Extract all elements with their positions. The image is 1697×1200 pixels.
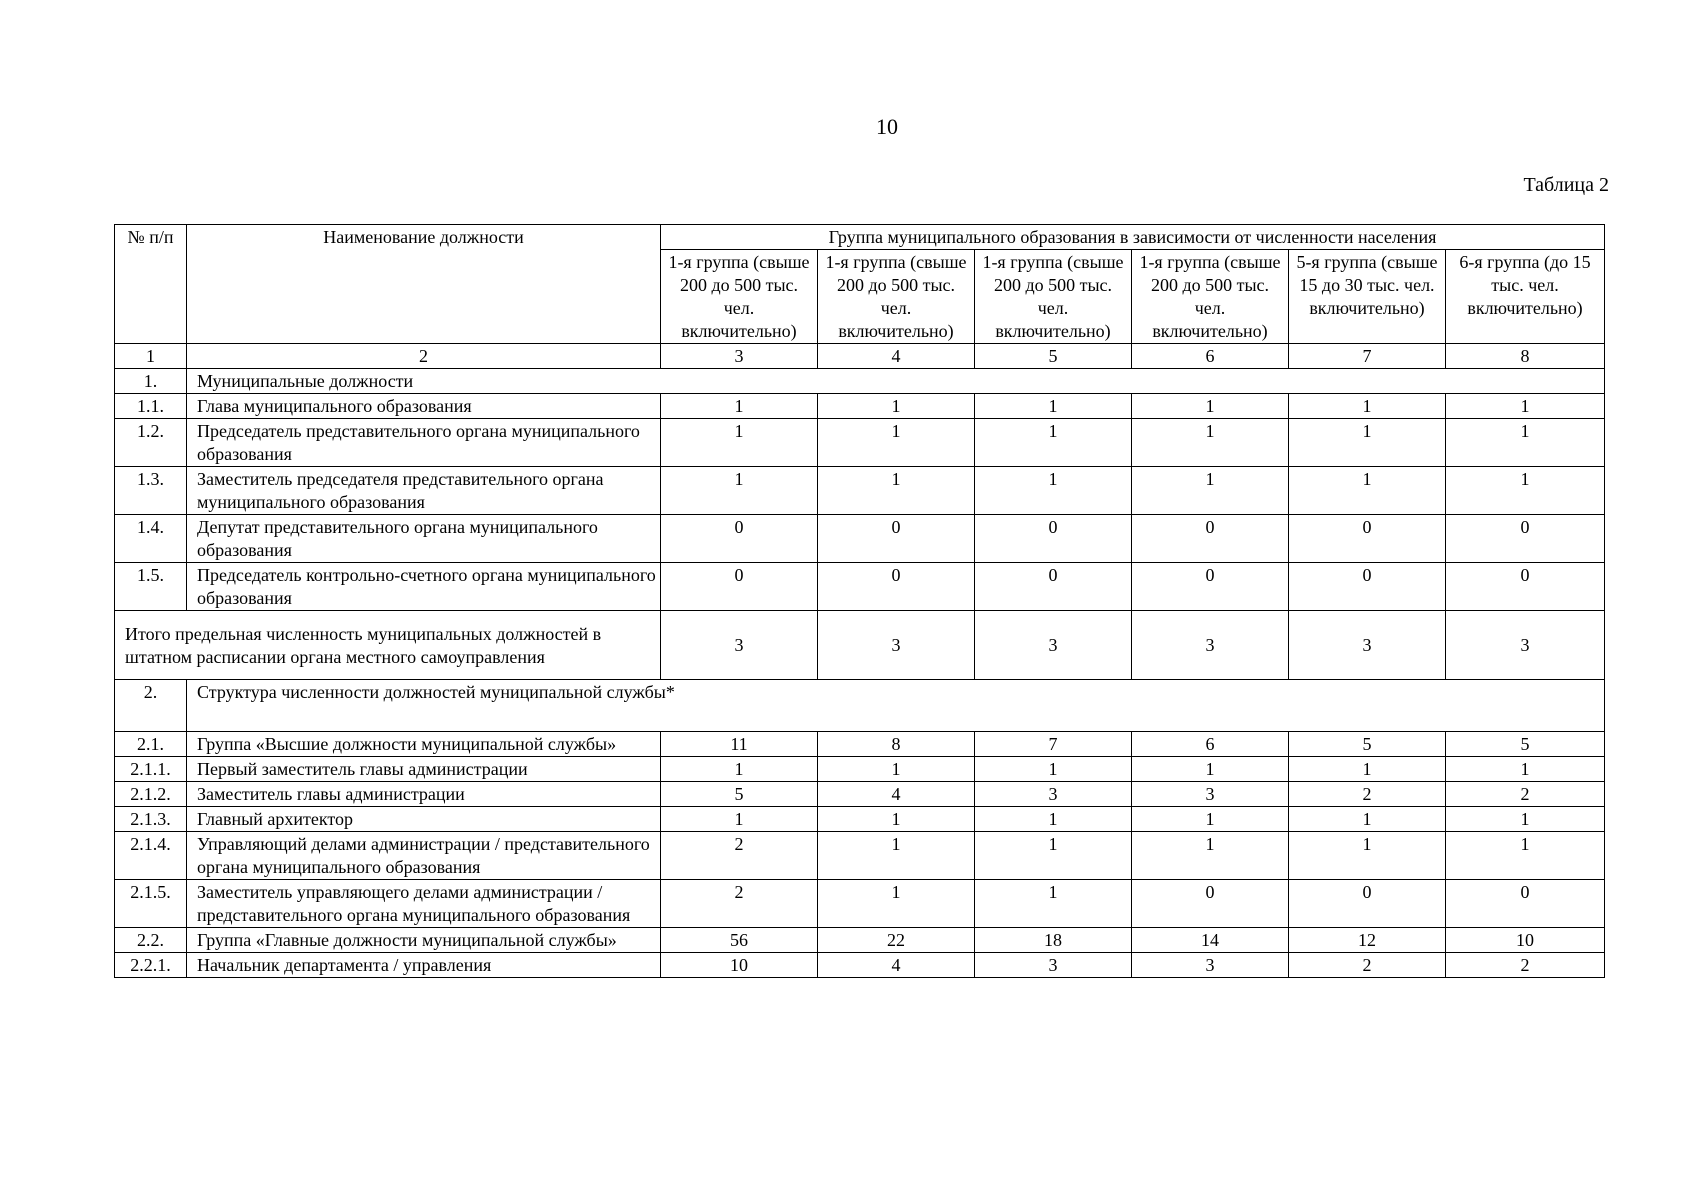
group-value: 0	[661, 563, 818, 611]
group-header-cell: 5-я группа (свыше 15 до 30 тыс. чел. включительно)	[1289, 250, 1446, 344]
group-value: 22	[818, 928, 975, 953]
column-number: 8	[1446, 344, 1605, 369]
total-value: 3	[1289, 611, 1446, 680]
group-value: 1	[975, 394, 1132, 419]
group-value: 2	[661, 880, 818, 928]
row-number: 1.2.	[115, 419, 187, 467]
group-value: 1	[661, 394, 818, 419]
row-number: 2.2.	[115, 928, 187, 953]
group-value: 1	[975, 757, 1132, 782]
group-value: 1	[975, 467, 1132, 515]
group-value: 1	[818, 467, 975, 515]
total-value: 3	[661, 611, 818, 680]
group-value: 3	[1132, 782, 1289, 807]
group-value: 1	[1446, 807, 1605, 832]
position-name: Главный архитектор	[187, 807, 661, 832]
table-row	[115, 832, 1605, 880]
group-value: 0	[1289, 515, 1446, 563]
group-value: 3	[975, 782, 1132, 807]
group-value: 8	[818, 732, 975, 757]
table-row	[115, 880, 1605, 928]
total-label: Итого предельная численность муниципальных должностей в штатном расписании органа местного самоуправления	[115, 611, 661, 680]
group-value: 1	[1289, 467, 1446, 515]
group-value: 1	[1446, 394, 1605, 419]
position-name: Депутат представительного органа муниципального образования	[187, 515, 661, 563]
position-name: Начальник департамента / управления	[187, 953, 661, 978]
page-number: 10	[876, 114, 898, 139]
group-value: 1	[661, 807, 818, 832]
group-value: 1	[818, 394, 975, 419]
column-number: 5	[975, 344, 1132, 369]
group-value: 1	[1446, 757, 1605, 782]
table-row	[115, 563, 1605, 611]
group-value: 0	[1446, 563, 1605, 611]
row-number: 2.1.1.	[115, 757, 187, 782]
group-value: 0	[818, 515, 975, 563]
position-name: Управляющий делами администрации / представительного органа муниципального образования	[187, 832, 661, 880]
group-value: 2	[661, 832, 818, 880]
group-value: 1	[661, 467, 818, 515]
group-value: 1	[818, 880, 975, 928]
table-row	[115, 394, 1605, 419]
group-value: 5	[661, 782, 818, 807]
staffing-table	[114, 224, 1605, 978]
row-number: 1.3.	[115, 467, 187, 515]
row-number: 1.1.	[115, 394, 187, 419]
group-value: 0	[661, 515, 818, 563]
group-value: 0	[1132, 880, 1289, 928]
total-row	[115, 611, 1605, 680]
group-value: 1	[661, 419, 818, 467]
position-name: Председатель контрольно-счетного органа муниципального образования	[187, 563, 661, 611]
group-value: 1	[1289, 394, 1446, 419]
header-row	[115, 225, 1605, 250]
group-header-cell: 1-я группа (свыше 200 до 500 тыс. чел. включительно)	[818, 250, 975, 344]
table-caption: Таблица 2	[1523, 174, 1609, 196]
column-number: 1	[115, 344, 187, 369]
group-header-cell: 1-я группа (свыше 200 до 500 тыс. чел. включительно)	[975, 250, 1132, 344]
table-row	[115, 515, 1605, 563]
row-number: 1.4.	[115, 515, 187, 563]
group-value: 4	[818, 953, 975, 978]
header-group-cell: Группа муниципального образования в зависимости от численности населения	[661, 225, 1605, 250]
table-row	[115, 757, 1605, 782]
column-number: 4	[818, 344, 975, 369]
group-value: 1	[975, 419, 1132, 467]
group-value: 56	[661, 928, 818, 953]
column-number: 2	[187, 344, 661, 369]
section-row	[115, 369, 1605, 394]
group-value: 1	[818, 807, 975, 832]
group-value: 2	[1289, 953, 1446, 978]
table-row	[115, 807, 1605, 832]
group-value: 1	[975, 880, 1132, 928]
group-value: 4	[818, 782, 975, 807]
column-number: 6	[1132, 344, 1289, 369]
row-number: 2.1.5.	[115, 880, 187, 928]
group-value: 1	[1132, 807, 1289, 832]
table-row	[115, 467, 1605, 515]
group-value: 10	[661, 953, 818, 978]
group-value: 3	[975, 953, 1132, 978]
total-value: 3	[975, 611, 1132, 680]
row-number: 2.2.1.	[115, 953, 187, 978]
group-value: 2	[1446, 782, 1605, 807]
group-value: 1	[1132, 757, 1289, 782]
group-value: 1	[818, 832, 975, 880]
group-value: 1	[1446, 832, 1605, 880]
section-number: 1.	[115, 369, 187, 394]
group-value: 1	[1446, 419, 1605, 467]
group-value: 0	[1289, 563, 1446, 611]
header-num-cell: № п/п	[115, 225, 187, 344]
group-value: 1	[975, 807, 1132, 832]
group-value: 0	[1446, 515, 1605, 563]
group-header-cell: 1-я группа (свыше 200 до 500 тыс. чел. включительно)	[1132, 250, 1289, 344]
group-value: 0	[818, 563, 975, 611]
group-value: 1	[1289, 757, 1446, 782]
row-number: 2.1.4.	[115, 832, 187, 880]
section-title: Муниципальные должности	[187, 369, 1605, 394]
section-row	[115, 680, 1605, 732]
position-name: Первый заместитель главы администрации	[187, 757, 661, 782]
group-value: 1	[1446, 467, 1605, 515]
group-value: 18	[975, 928, 1132, 953]
group-value: 1	[1289, 832, 1446, 880]
group-header-cell: 6-я группа (до 15 тыс. чел. включительно)	[1446, 250, 1605, 344]
position-name: Заместитель главы администрации	[187, 782, 661, 807]
group-value: 5	[1446, 732, 1605, 757]
table-row	[115, 419, 1605, 467]
column-number: 3	[661, 344, 818, 369]
group-value: 11	[661, 732, 818, 757]
row-number: 2.1.	[115, 732, 187, 757]
total-value: 3	[818, 611, 975, 680]
column-number: 7	[1289, 344, 1446, 369]
position-name: Заместитель председателя представительного органа муниципального образования	[187, 467, 661, 515]
group-value: 0	[1446, 880, 1605, 928]
total-value: 3	[1132, 611, 1289, 680]
table-row	[115, 732, 1605, 757]
group-value: 1	[818, 419, 975, 467]
row-number: 2.1.2.	[115, 782, 187, 807]
row-number: 1.5.	[115, 563, 187, 611]
group-value: 0	[975, 563, 1132, 611]
group-value: 10	[1446, 928, 1605, 953]
group-value: 1	[1132, 419, 1289, 467]
group-value: 3	[1132, 953, 1289, 978]
position-name: Заместитель управляющего делами администрации / представительного органа муниципального образования	[187, 880, 661, 928]
group-value: 1	[1289, 419, 1446, 467]
group-value: 0	[975, 515, 1132, 563]
group-value: 2	[1446, 953, 1605, 978]
position-name: Группа «Главные должности муниципальной службы»	[187, 928, 661, 953]
total-value: 3	[1446, 611, 1605, 680]
section-title: Структура численности должностей муниципальной службы*	[187, 680, 1605, 732]
position-name: Группа «Высшие должности муниципальной службы»	[187, 732, 661, 757]
group-value: 1	[1132, 832, 1289, 880]
group-value: 1	[818, 757, 975, 782]
row-number: 2.1.3.	[115, 807, 187, 832]
group-value: 7	[975, 732, 1132, 757]
group-value: 0	[1132, 515, 1289, 563]
group-value: 1	[1289, 807, 1446, 832]
position-name: Председатель представительного органа муниципального образования	[187, 419, 661, 467]
group-value: 0	[1132, 563, 1289, 611]
group-value: 1	[975, 832, 1132, 880]
group-value: 2	[1289, 782, 1446, 807]
position-name: Глава муниципального образования	[187, 394, 661, 419]
group-value: 1	[1132, 467, 1289, 515]
group-value: 12	[1289, 928, 1446, 953]
table-row	[115, 928, 1605, 953]
table-row	[115, 953, 1605, 978]
column-number-row	[115, 344, 1605, 369]
group-value: 5	[1289, 732, 1446, 757]
group-value: 6	[1132, 732, 1289, 757]
group-value: 1	[661, 757, 818, 782]
group-value: 14	[1132, 928, 1289, 953]
section-number: 2.	[115, 680, 187, 732]
table-row	[115, 782, 1605, 807]
group-value: 0	[1289, 880, 1446, 928]
group-header-cell: 1-я группа (свыше 200 до 500 тыс. чел. включительно)	[661, 250, 818, 344]
group-value: 1	[1132, 394, 1289, 419]
header-name-cell: Наименование должности	[187, 225, 661, 344]
